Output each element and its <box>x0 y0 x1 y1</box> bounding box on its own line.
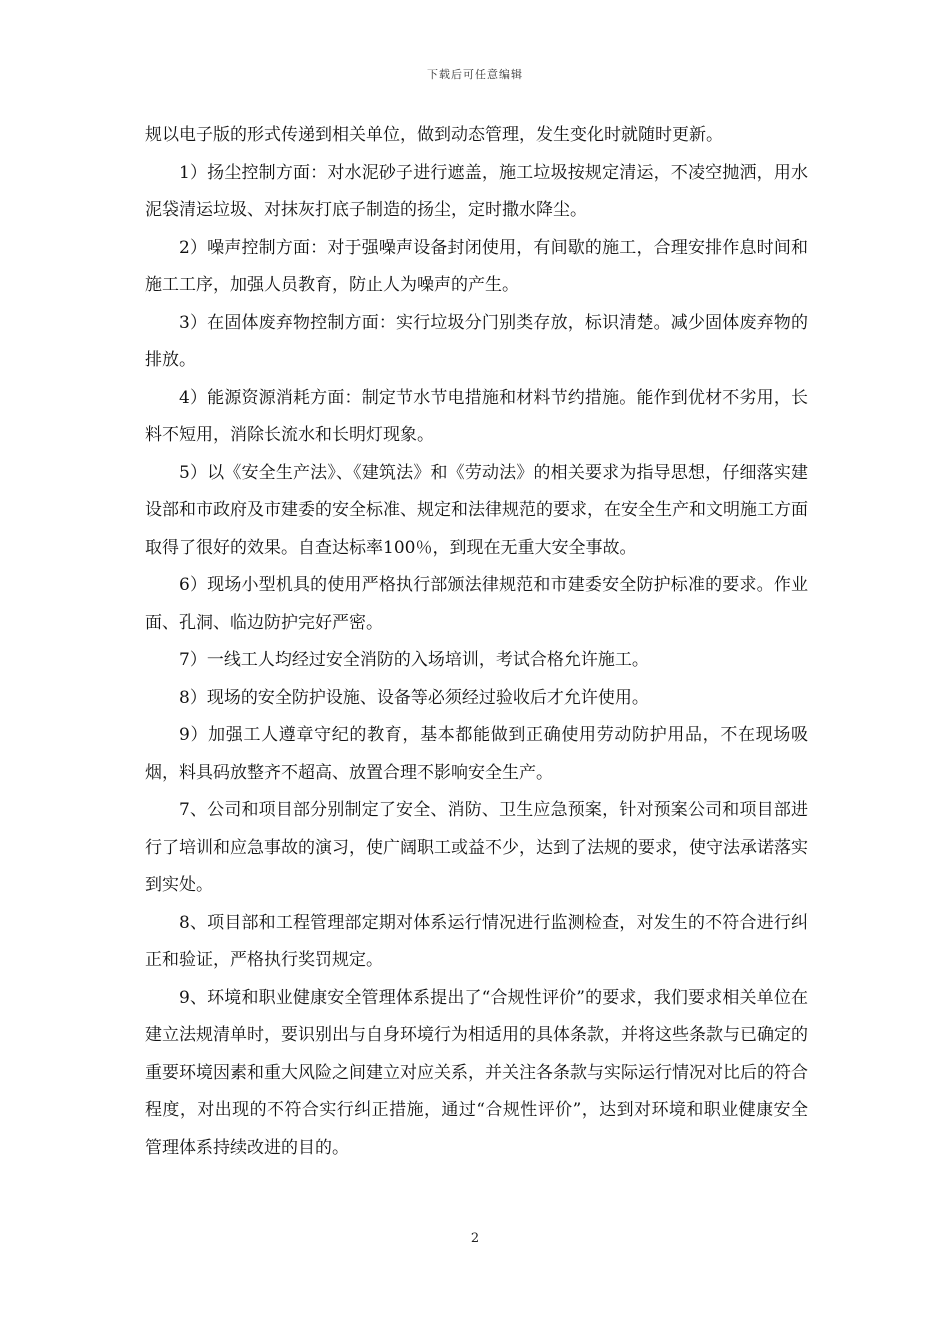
paragraph: 7、公司和项目部分别制定了安全、消防、卫生应急预案，针对预案公司和项目部进行了培训和应急事故的演习，使广阔职工或益不少，达到了法规的要求，使守法承诺落实到实处。 <box>145 800 808 895</box>
paragraph: 3）在固体废弃物控制方面：实行垃圾分门别类存放，标识清楚。减少固体废弃物的排放。 <box>145 312 808 370</box>
page-number: 2 <box>470 1231 480 1246</box>
paragraph: 1）扬尘控制方面：对水泥砂子进行遮盖，施工垃圾按规定清运，不凌空抛洒，用水泥袋清运垃圾、对抹灰打底子制造的扬尘，定时撒水降尘。 <box>145 162 808 220</box>
paragraph: 6）现场小型机具的使用严格执行部颁法律规范和市建委安全防护标准的要求。作业面、孔洞、临边防护完好严密。 <box>145 575 808 633</box>
page-header: 下载后可任意编辑 <box>427 68 523 81</box>
paragraph: 9）加强工人遵章守纪的教育，基本都能做到正确使用劳动防护用品，不在现场吸烟，料具码放整齐不超高、放置合理不影响安全生产。 <box>145 725 808 783</box>
document-body <box>145 117 808 1167</box>
paragraph: 2）噪声控制方面：对于强噪声设备封闭使用，有间歇的施工，合理安排作息时间和施工工序，加强人员教育，防止人为噪声的产生。 <box>145 237 808 295</box>
paragraph: 8、项目部和工程管理部定期对体系运行情况进行监测检查，对发生的不符合进行纠正和验证，严格执行奖罚规定。 <box>145 912 808 970</box>
paragraph: 9、环境和职业健康安全管理体系提出了“合规性评价”的要求，我们要求相关单位在建立法规清单时，要识别出与自身环境行为相适用的具体条款，并将这些条款与已确定的重要环境因素和重大风险之间建立对应关系，并关注各条款与实际运行情况对比后的符合程度，对出现的不符合实行纠正措施，通过“合规性评价”，达到对环境和职业健康安全管理体系持续改进的目的。 <box>145 987 808 1158</box>
paragraph: 7）一线工人均经过安全消防的入场培训，考试合格允许施工。 <box>179 650 649 670</box>
paragraph: 8）现场的安全防护设施、设备等必须经过验收后才允许使用。 <box>179 687 649 708</box>
paragraph: 5）以《安全生产法》、《建筑法》和《劳动法》的相关要求为指导思想，仔细落实建设部和市政府及市建委的安全标准、规定和法律规范的要求，在安全生产和文明施工方面取得了很好的效果。自查达标率100％，到现在无重大安全事故。 <box>145 462 808 558</box>
paragraph: 4）能源资源消耗方面：制定节水节电措施和材料节约措施。能作到优材不劣用，长料不短用，消除长流水和长明灯现象。 <box>145 387 808 445</box>
paragraph: 规以电子版的形式传递到相关单位，做到动态管理，发生变化时就随时更新。 <box>145 125 723 145</box>
